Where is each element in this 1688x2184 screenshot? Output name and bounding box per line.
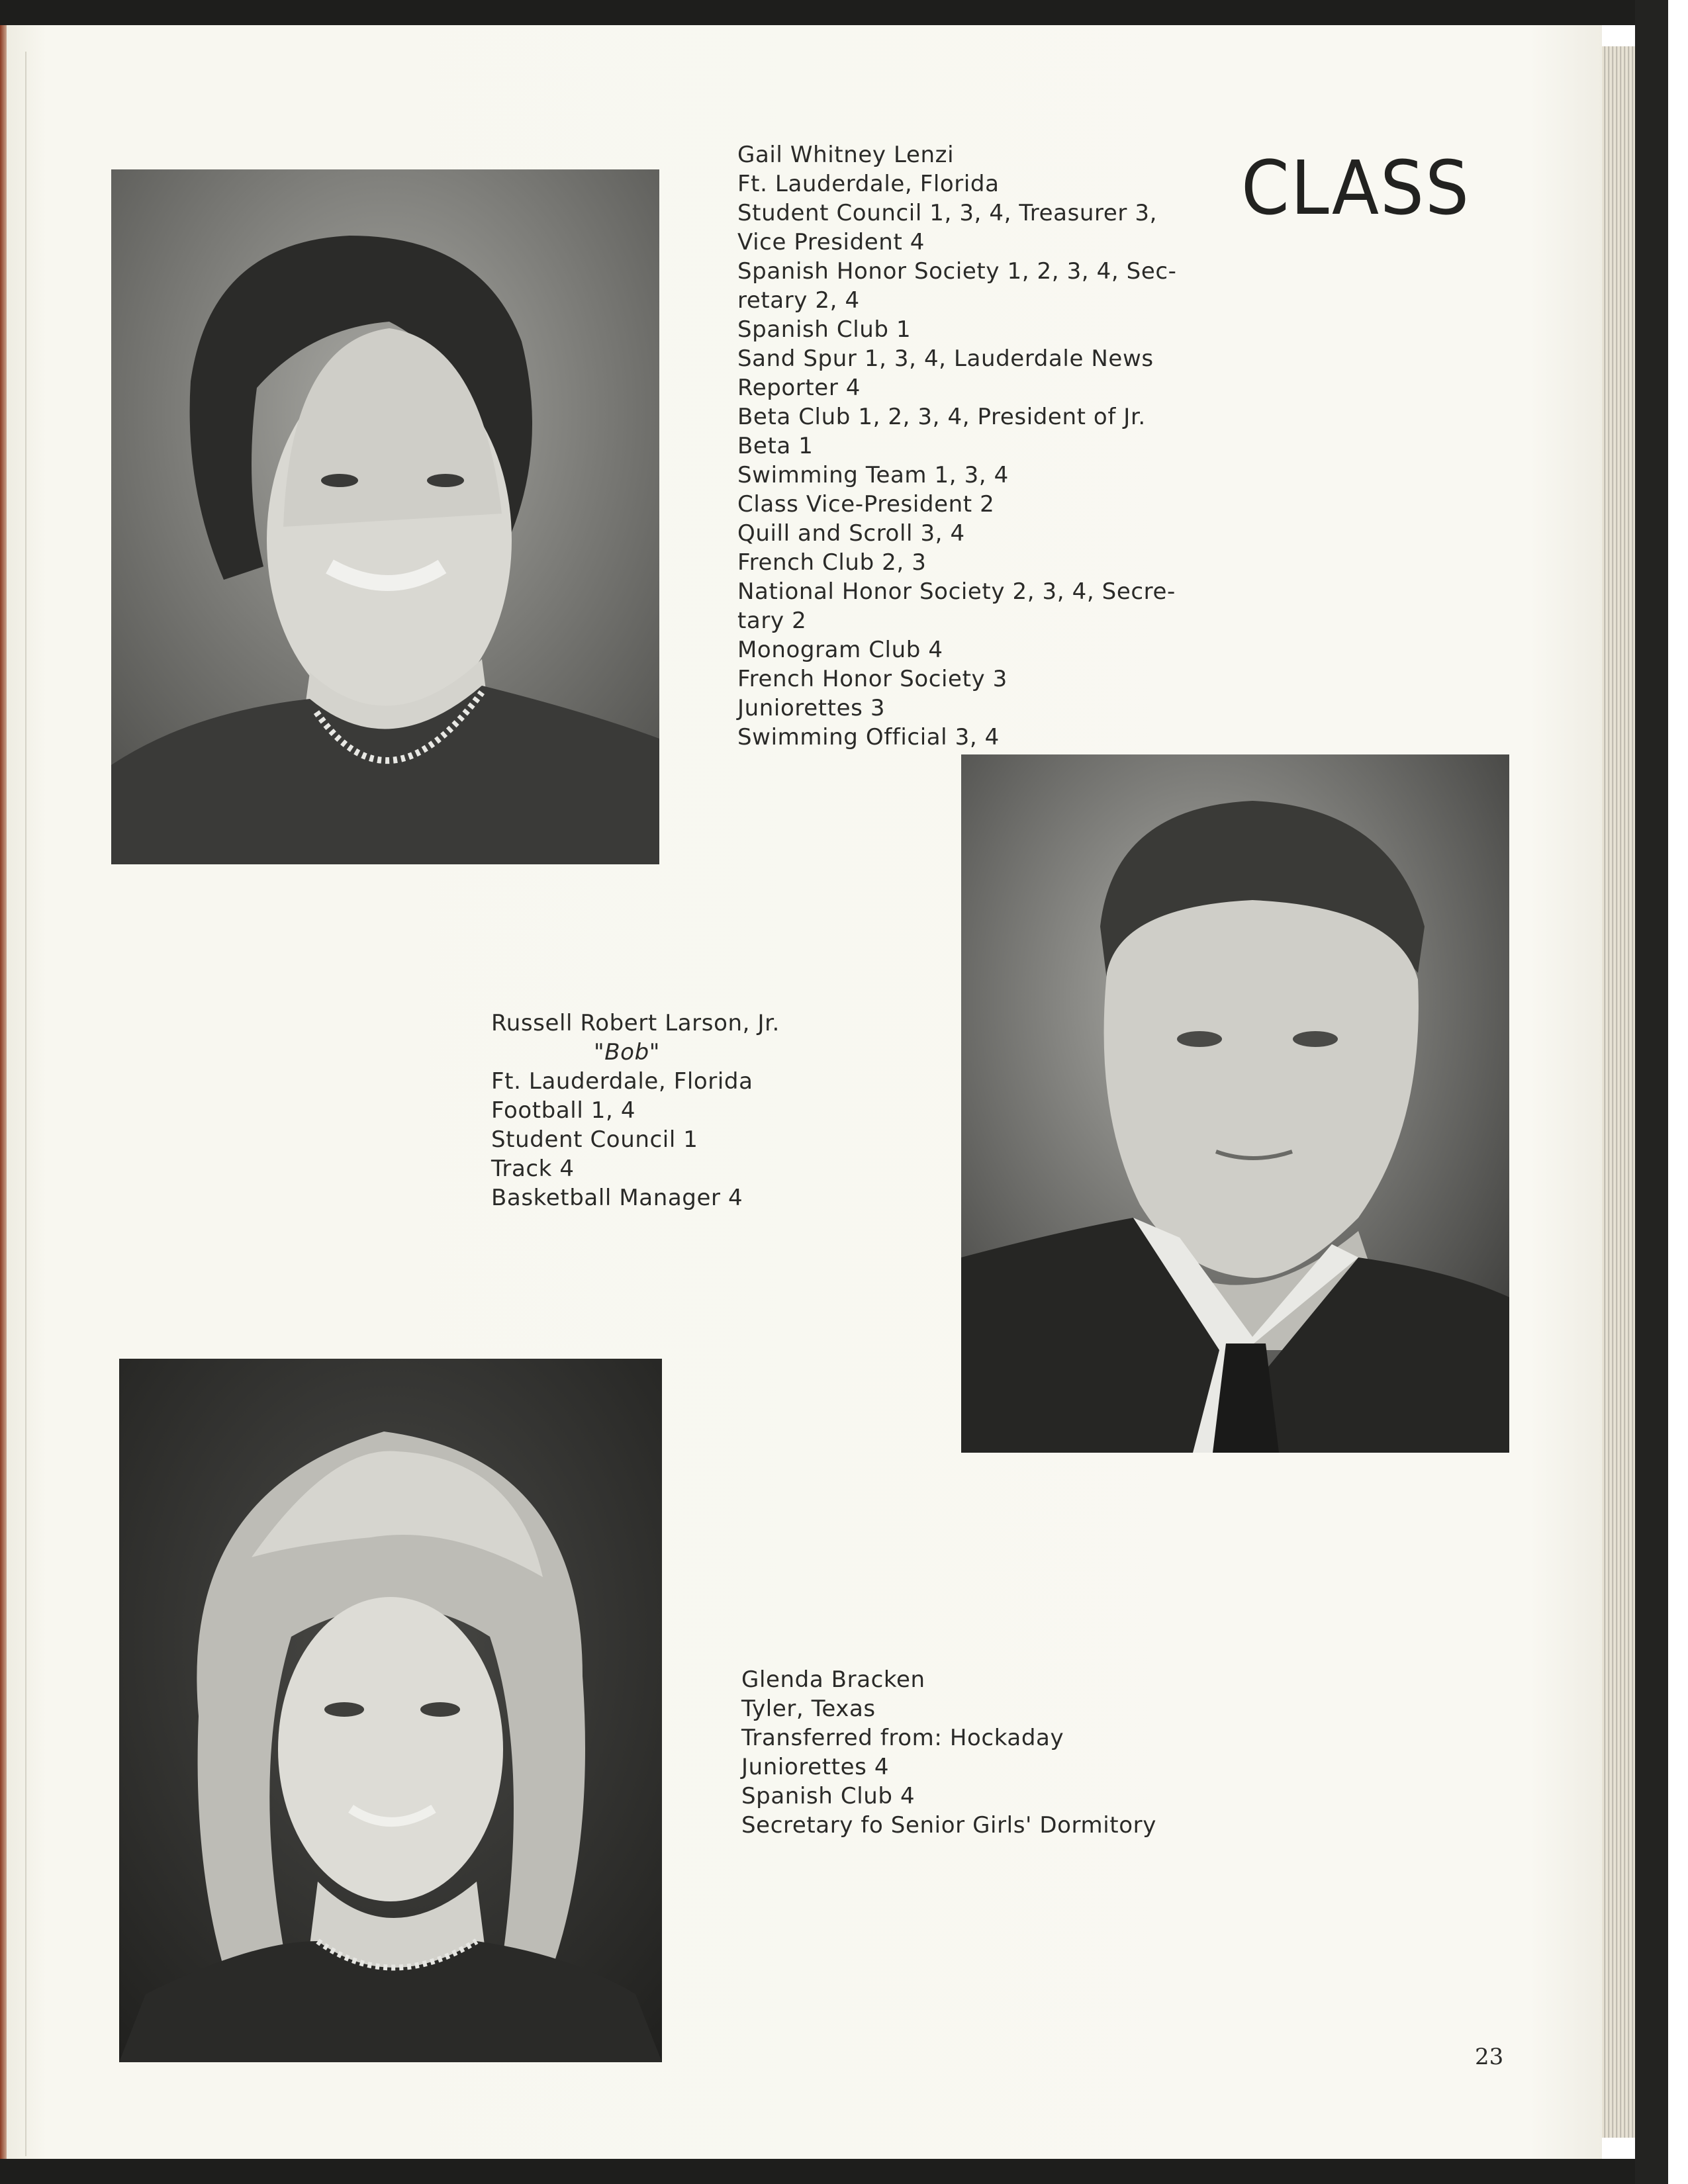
activity-line: Beta 1: [737, 433, 814, 459]
activity-line: Beta Club 1, 2, 3, 4, President of Jr.: [737, 404, 1146, 430]
activity-line: Quill and Scroll 3, 4: [737, 520, 965, 547]
page-stack-edge: [1602, 46, 1635, 2138]
activity-line: National Honor Society 2, 3, 4, Secre-: [737, 578, 1176, 605]
portrait-photo-bracken: [119, 1359, 662, 2062]
entry-hometown: Tyler, Texas: [741, 1696, 876, 1722]
entry-lenzi: [737, 140, 1177, 752]
book-cover-right-edge: [1635, 0, 1668, 2184]
entry-name: Glenda Bracken: [741, 1666, 925, 1693]
portrait-photo-lenzi: [111, 169, 659, 864]
entry-hometown: Ft. Lauderdale, Florida: [491, 1068, 753, 1095]
book-cover-bottom-edge: [0, 2159, 1668, 2184]
activity-line: Spanish Club 1: [737, 316, 912, 343]
activity-line: Student Council 1, 3, 4, Treasurer 3,: [737, 200, 1158, 226]
activity-line: Sand Spur 1, 3, 4, Lauderdale News: [737, 345, 1154, 372]
entry-nickname: "Bob": [594, 1039, 660, 1066]
activity-line: Swimming Team 1, 3, 4: [737, 462, 1009, 488]
activity-line: Spanish Honor Society 1, 2, 3, 4, Sec-: [737, 258, 1177, 285]
page-gutter: [25, 52, 26, 2156]
activity-line: Reporter 4: [737, 375, 861, 401]
activity-line: Juniorettes 4: [741, 1754, 890, 1780]
entry-hometown: Ft. Lauderdale, Florida: [737, 171, 1000, 197]
activity-line: retary 2, 4: [737, 287, 860, 314]
activity-line: Track 4: [491, 1156, 575, 1182]
book-spine-edge: [0, 25, 7, 2159]
activity-line: Juniorettes 3: [737, 695, 886, 721]
activity-line: Basketball Manager 4: [491, 1185, 743, 1211]
activity-line: Monogram Club 4: [737, 637, 943, 663]
activity-line: Swimming Official 3, 4: [737, 724, 1000, 751]
book-cover-top-edge: [0, 0, 1668, 25]
activity-line: tary 2: [737, 608, 807, 634]
activity-line: Transferred from: Hockaday: [741, 1725, 1064, 1751]
portrait-photo-larson: [961, 754, 1509, 1453]
activity-line: Student Council 1: [491, 1126, 698, 1153]
activity-line: Secretary fo Senior Girls' Dormitory: [741, 1812, 1156, 1839]
activity-line: Spanish Club 4: [741, 1783, 915, 1809]
page-number: 23: [1475, 2044, 1504, 2070]
activity-line: French Honor Society 3: [737, 666, 1008, 692]
entry-bracken: [741, 1665, 1156, 1840]
activity-line: Class Vice-President 2: [737, 491, 995, 518]
activity-line: French Club 2, 3: [737, 549, 927, 576]
activity-line: Vice President 4: [737, 229, 925, 255]
entry-name: Gail Whitney Lenzi: [737, 142, 955, 168]
activity-line: Football 1, 4: [491, 1097, 636, 1124]
entry-name: Russell Robert Larson, Jr.: [491, 1010, 780, 1036]
page-heading: CLASS: [1241, 146, 1470, 232]
entry-larson: [491, 1009, 780, 1212]
